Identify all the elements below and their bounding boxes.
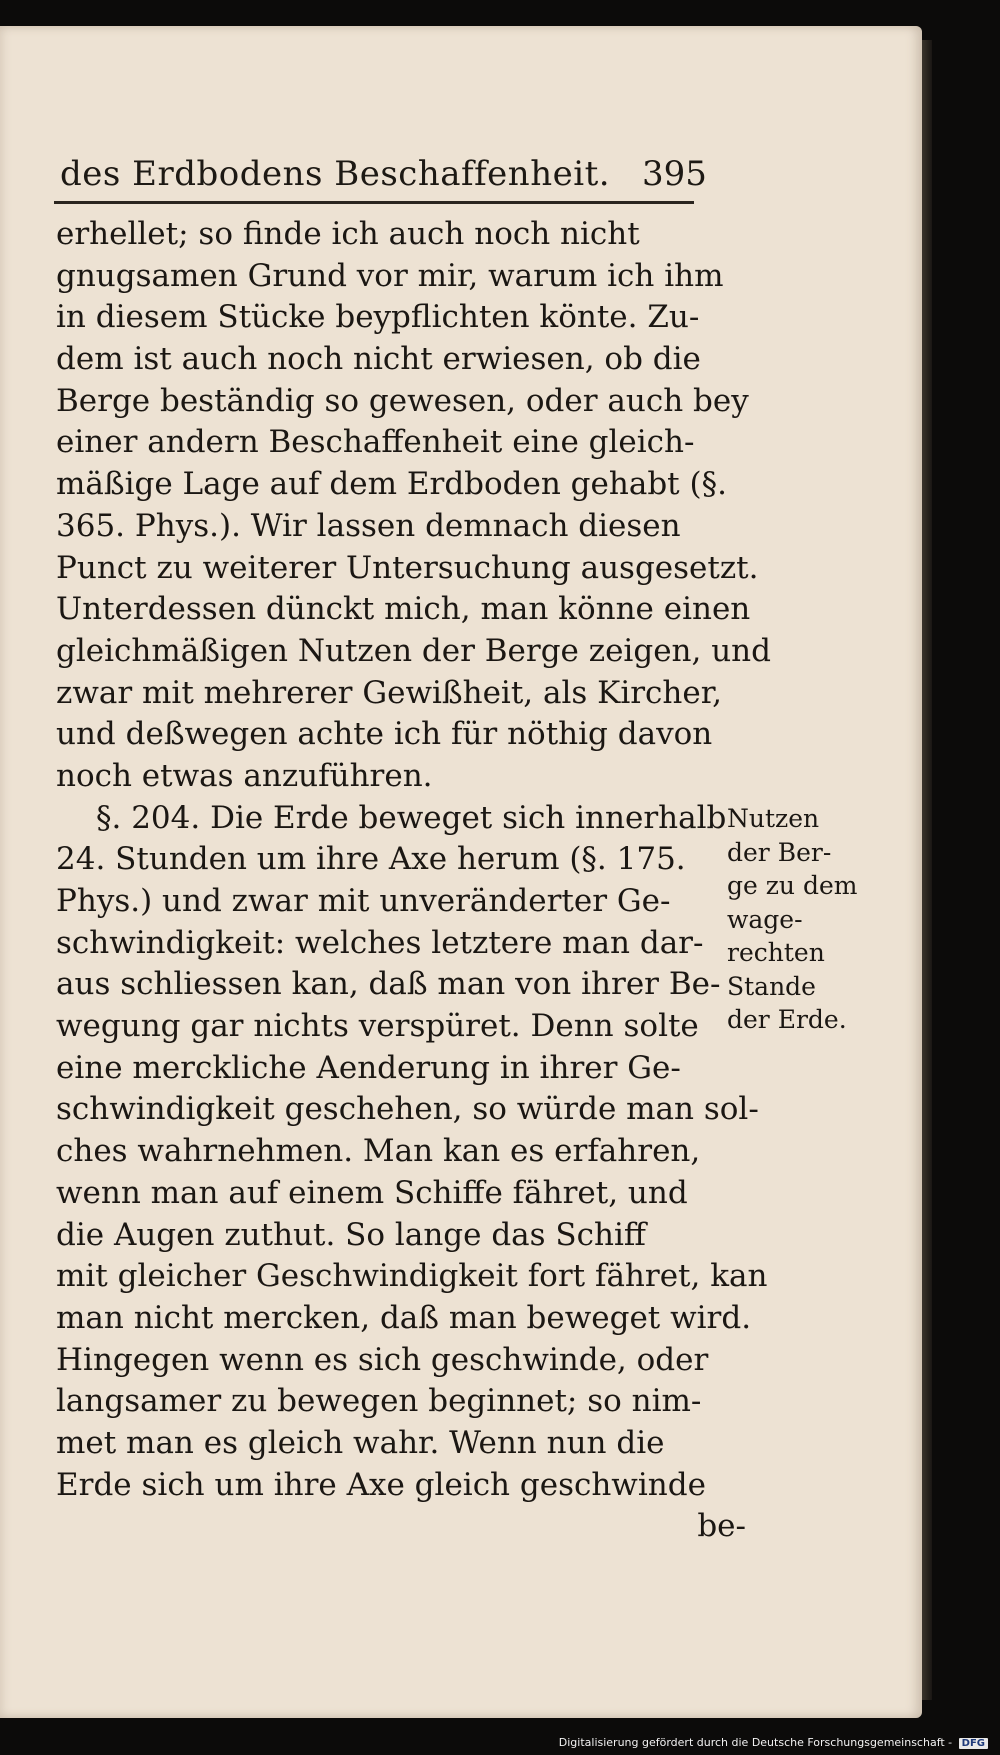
text-line: man nicht mercken, daß man beweget wird. xyxy=(56,1299,752,1336)
text-line: langsamer zu bewegen beginnet; so nim- xyxy=(56,1383,702,1420)
text-line: noch etwas anzuführen. xyxy=(56,757,433,794)
text-line: Punct zu weiterer Untersuchung ausgesetzt. xyxy=(56,549,759,586)
text-line: dem ist auch noch nicht erwiesen, ob die xyxy=(56,341,701,378)
running-title: des Erdbodens Beschaffenheit. xyxy=(60,154,611,194)
text-line: met man es gleich wahr. Wenn nun die xyxy=(56,1424,665,1461)
section-start-line: §. 204. Die Erde beweget sich innerhalb xyxy=(96,799,727,836)
marginal-note-line: Stande xyxy=(727,971,816,1001)
text-line: Berge beständig so gewesen, oder auch bey xyxy=(56,382,749,419)
marginal-note-line: rechten xyxy=(727,938,825,967)
marginal-note-line: ge zu dem xyxy=(727,871,858,900)
header-rule xyxy=(54,201,694,204)
text-line: gleichmäßigen Nutzen der Berge zeigen, und xyxy=(56,632,771,669)
text-line: Unterdessen dünckt mich, man könne einen xyxy=(56,591,751,628)
text-line: Hingegen wenn es sich geschwinde, oder xyxy=(56,1341,709,1378)
page-header xyxy=(60,154,707,202)
text-line: eine merckliche Aenderung in ihrer Ge- xyxy=(56,1049,681,1086)
text-line: zwar mit mehrerer Gewißheit, als Kircher, xyxy=(56,674,723,711)
text-line: und deßwegen achte ich für nöthig davon xyxy=(56,716,713,753)
book-page xyxy=(0,26,922,1718)
text-line: aus schliessen kan, daß man von ihrer Be- xyxy=(56,966,721,1003)
text-line: mit gleicher Geschwindigkeit fort fähret, kan xyxy=(56,1258,768,1295)
catchword: be- xyxy=(697,1508,746,1545)
marginal-note-line: der Erde. xyxy=(727,1005,847,1034)
text-line: wegung gar nichts verspüret. Denn solte xyxy=(56,1008,699,1045)
text-line: gnugsamen Grund vor mir, warum ich ihm xyxy=(56,257,724,294)
page-number: 395 xyxy=(642,154,707,194)
text-line: Phys.) und zwar mit unveränderter Ge- xyxy=(56,883,671,919)
text-line: 24. Stunden um ihre Axe herum (§. 175. xyxy=(56,841,686,878)
text-line: erhellet; so finde ich auch noch nicht xyxy=(56,216,640,252)
text-line: schwindigkeit geschehen, so würde man sol- xyxy=(56,1091,759,1128)
text-line: schwindigkeit: welches letztere man dar- xyxy=(56,924,704,961)
text-line: die Augen zuthut. So lange das Schiff xyxy=(56,1216,646,1253)
text-line: wenn man auf einem Schiffe fähret, und xyxy=(56,1174,688,1211)
page-edge xyxy=(922,40,932,1700)
text-line: einer andern Beschaffenheit eine gleich- xyxy=(56,424,695,461)
text-line: Erde sich um ihre Axe gleich geschwinde xyxy=(56,1466,706,1503)
marginal-note-line: Nutzen xyxy=(727,804,820,833)
text-line: in diesem Stücke beypflichten könte. Zu- xyxy=(56,299,700,336)
credit-text: Digitalisierung gefördert durch die Deutsche Forschungsgemeinschaft - xyxy=(558,1736,953,1749)
marginal-note xyxy=(727,802,867,1037)
text-line: ches wahrnehmen. Man kan es erfahren, xyxy=(56,1133,701,1170)
marginal-note-line: der Ber- xyxy=(727,837,832,867)
marginal-note-line: wage- xyxy=(727,904,803,934)
digitization-credit xyxy=(559,1736,988,1749)
dfg-logo: DFG xyxy=(959,1738,988,1749)
text-line: mäßige Lage auf dem Erdboden gehabt (§. xyxy=(56,466,727,503)
text-line: 365. Phys.). Wir lassen demnach diesen xyxy=(56,507,681,544)
